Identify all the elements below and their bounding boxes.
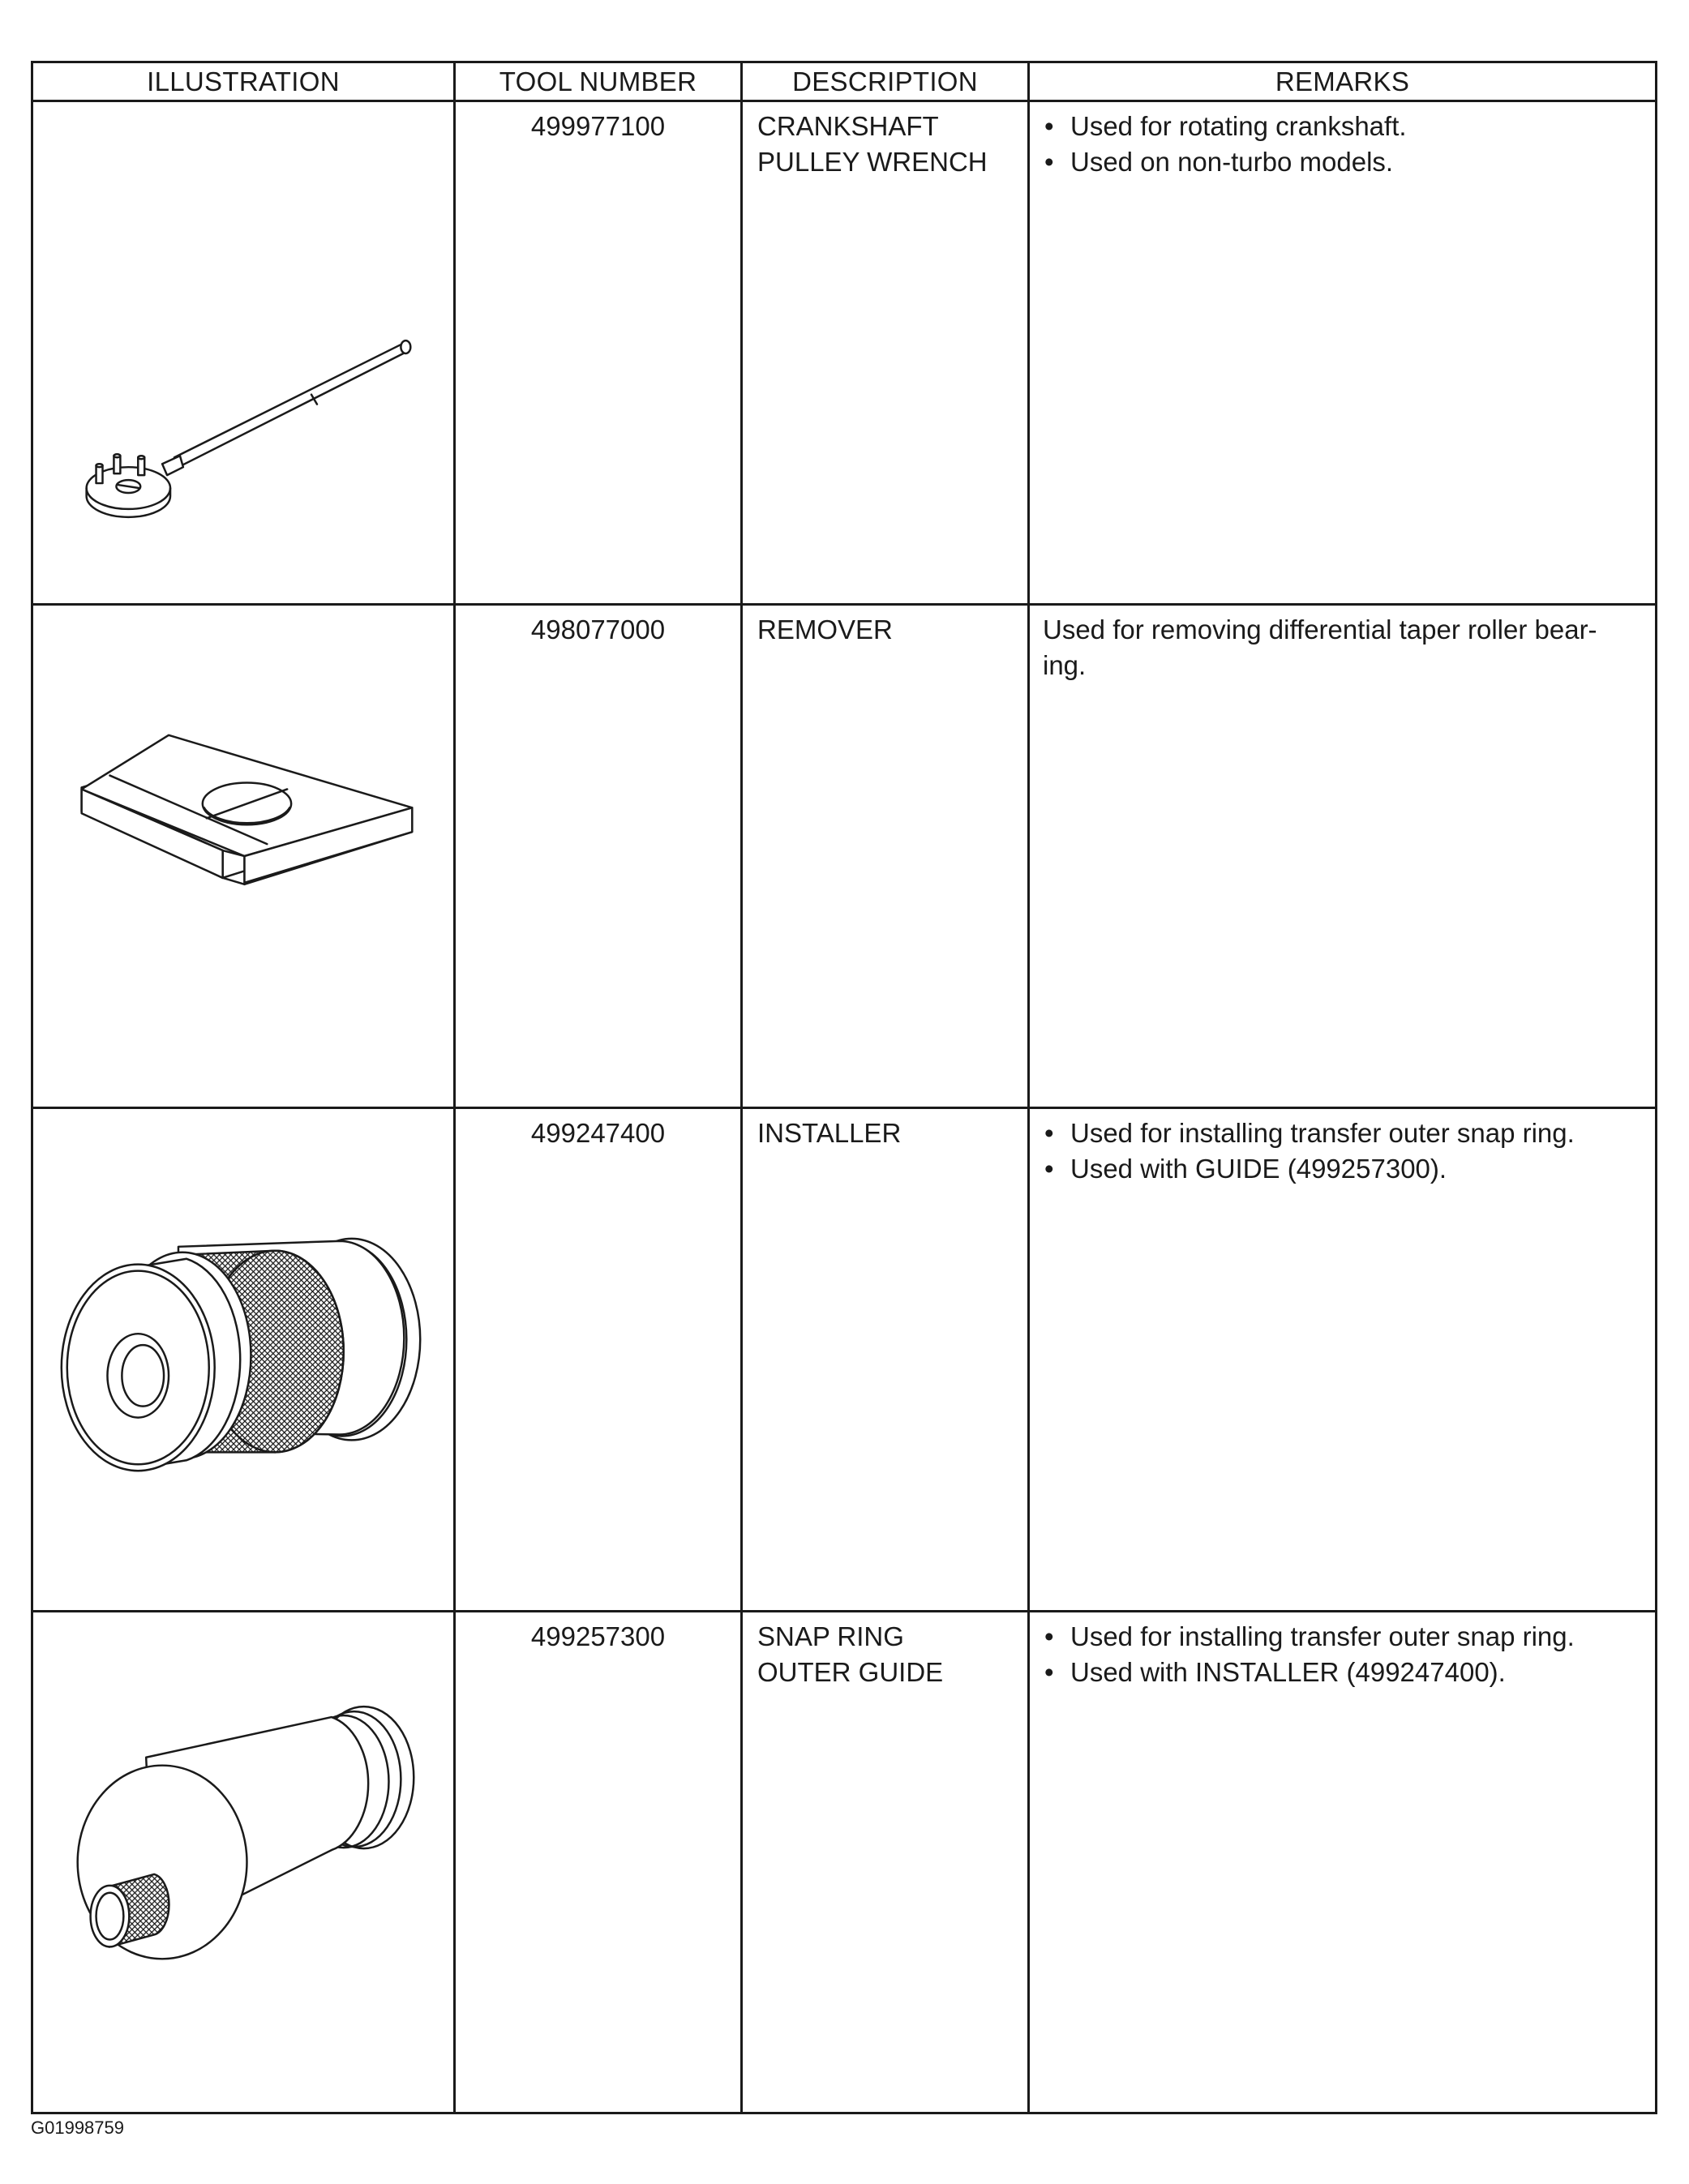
tool-remarks bbox=[1029, 1612, 1657, 2113]
description-line: PULLEY WRENCH bbox=[757, 147, 988, 177]
tool-number: 498077000 bbox=[455, 605, 742, 1108]
header-description: DESCRIPTION bbox=[742, 62, 1029, 101]
illustration-cell bbox=[32, 1108, 455, 1612]
header-tool-number: TOOL NUMBER bbox=[455, 62, 742, 101]
remark-item: • Used on non-turbo models. bbox=[1043, 144, 1639, 180]
header-row bbox=[32, 62, 1657, 101]
tool-number: 499257300 bbox=[455, 1612, 742, 2113]
description-line: OUTER GUIDE bbox=[757, 1657, 944, 1687]
description-line: REMOVER bbox=[757, 615, 893, 644]
remark-item: • Used for installing transfer outer snap ring. bbox=[1043, 1619, 1639, 1655]
tool-description bbox=[742, 101, 1029, 605]
tool-description bbox=[742, 1612, 1029, 2113]
tool-number: 499247400 bbox=[455, 1108, 742, 1612]
tool-number: 499977100 bbox=[455, 101, 742, 605]
remark-text: Used for removing differential taper roller bear-ing. bbox=[1043, 615, 1597, 680]
figure-id: G01998759 bbox=[31, 2118, 124, 2138]
table-row bbox=[32, 101, 1657, 605]
remark-item: • Used with INSTALLER (499247400). bbox=[1043, 1655, 1639, 1690]
illustration-cell bbox=[32, 1612, 455, 2113]
illustration-cell bbox=[32, 101, 455, 605]
table-row bbox=[32, 1612, 1657, 2113]
description-line: INSTALLER bbox=[757, 1118, 902, 1148]
tool-remarks bbox=[1029, 1108, 1657, 1612]
description-line: SNAP RING bbox=[757, 1621, 904, 1651]
crankshaft-pulley-wrench-icon bbox=[33, 102, 453, 603]
special-tools-table bbox=[31, 61, 1657, 2114]
remover-plate-icon bbox=[33, 606, 453, 1107]
tool-remarks bbox=[1029, 605, 1657, 1108]
header-remarks: REMARKS bbox=[1029, 62, 1657, 101]
tool-description bbox=[742, 1108, 1029, 1612]
table-row bbox=[32, 605, 1657, 1108]
tool-remarks bbox=[1029, 101, 1657, 605]
tool-description bbox=[742, 605, 1029, 1108]
remark-item: • Used with GUIDE (499257300). bbox=[1043, 1151, 1639, 1187]
description-line: CRANKSHAFT bbox=[757, 111, 939, 141]
illustration-cell bbox=[32, 605, 455, 1108]
snap-ring-outer-guide-icon bbox=[33, 1612, 453, 2112]
remark-item: • Used for installing transfer outer snap ring. bbox=[1043, 1116, 1639, 1151]
remark-item: • Used for rotating crankshaft. bbox=[1043, 109, 1639, 144]
installer-knurled-cylinder-icon bbox=[33, 1109, 453, 1610]
table-row bbox=[32, 1108, 1657, 1612]
header-illustration: ILLUSTRATION bbox=[32, 62, 455, 101]
